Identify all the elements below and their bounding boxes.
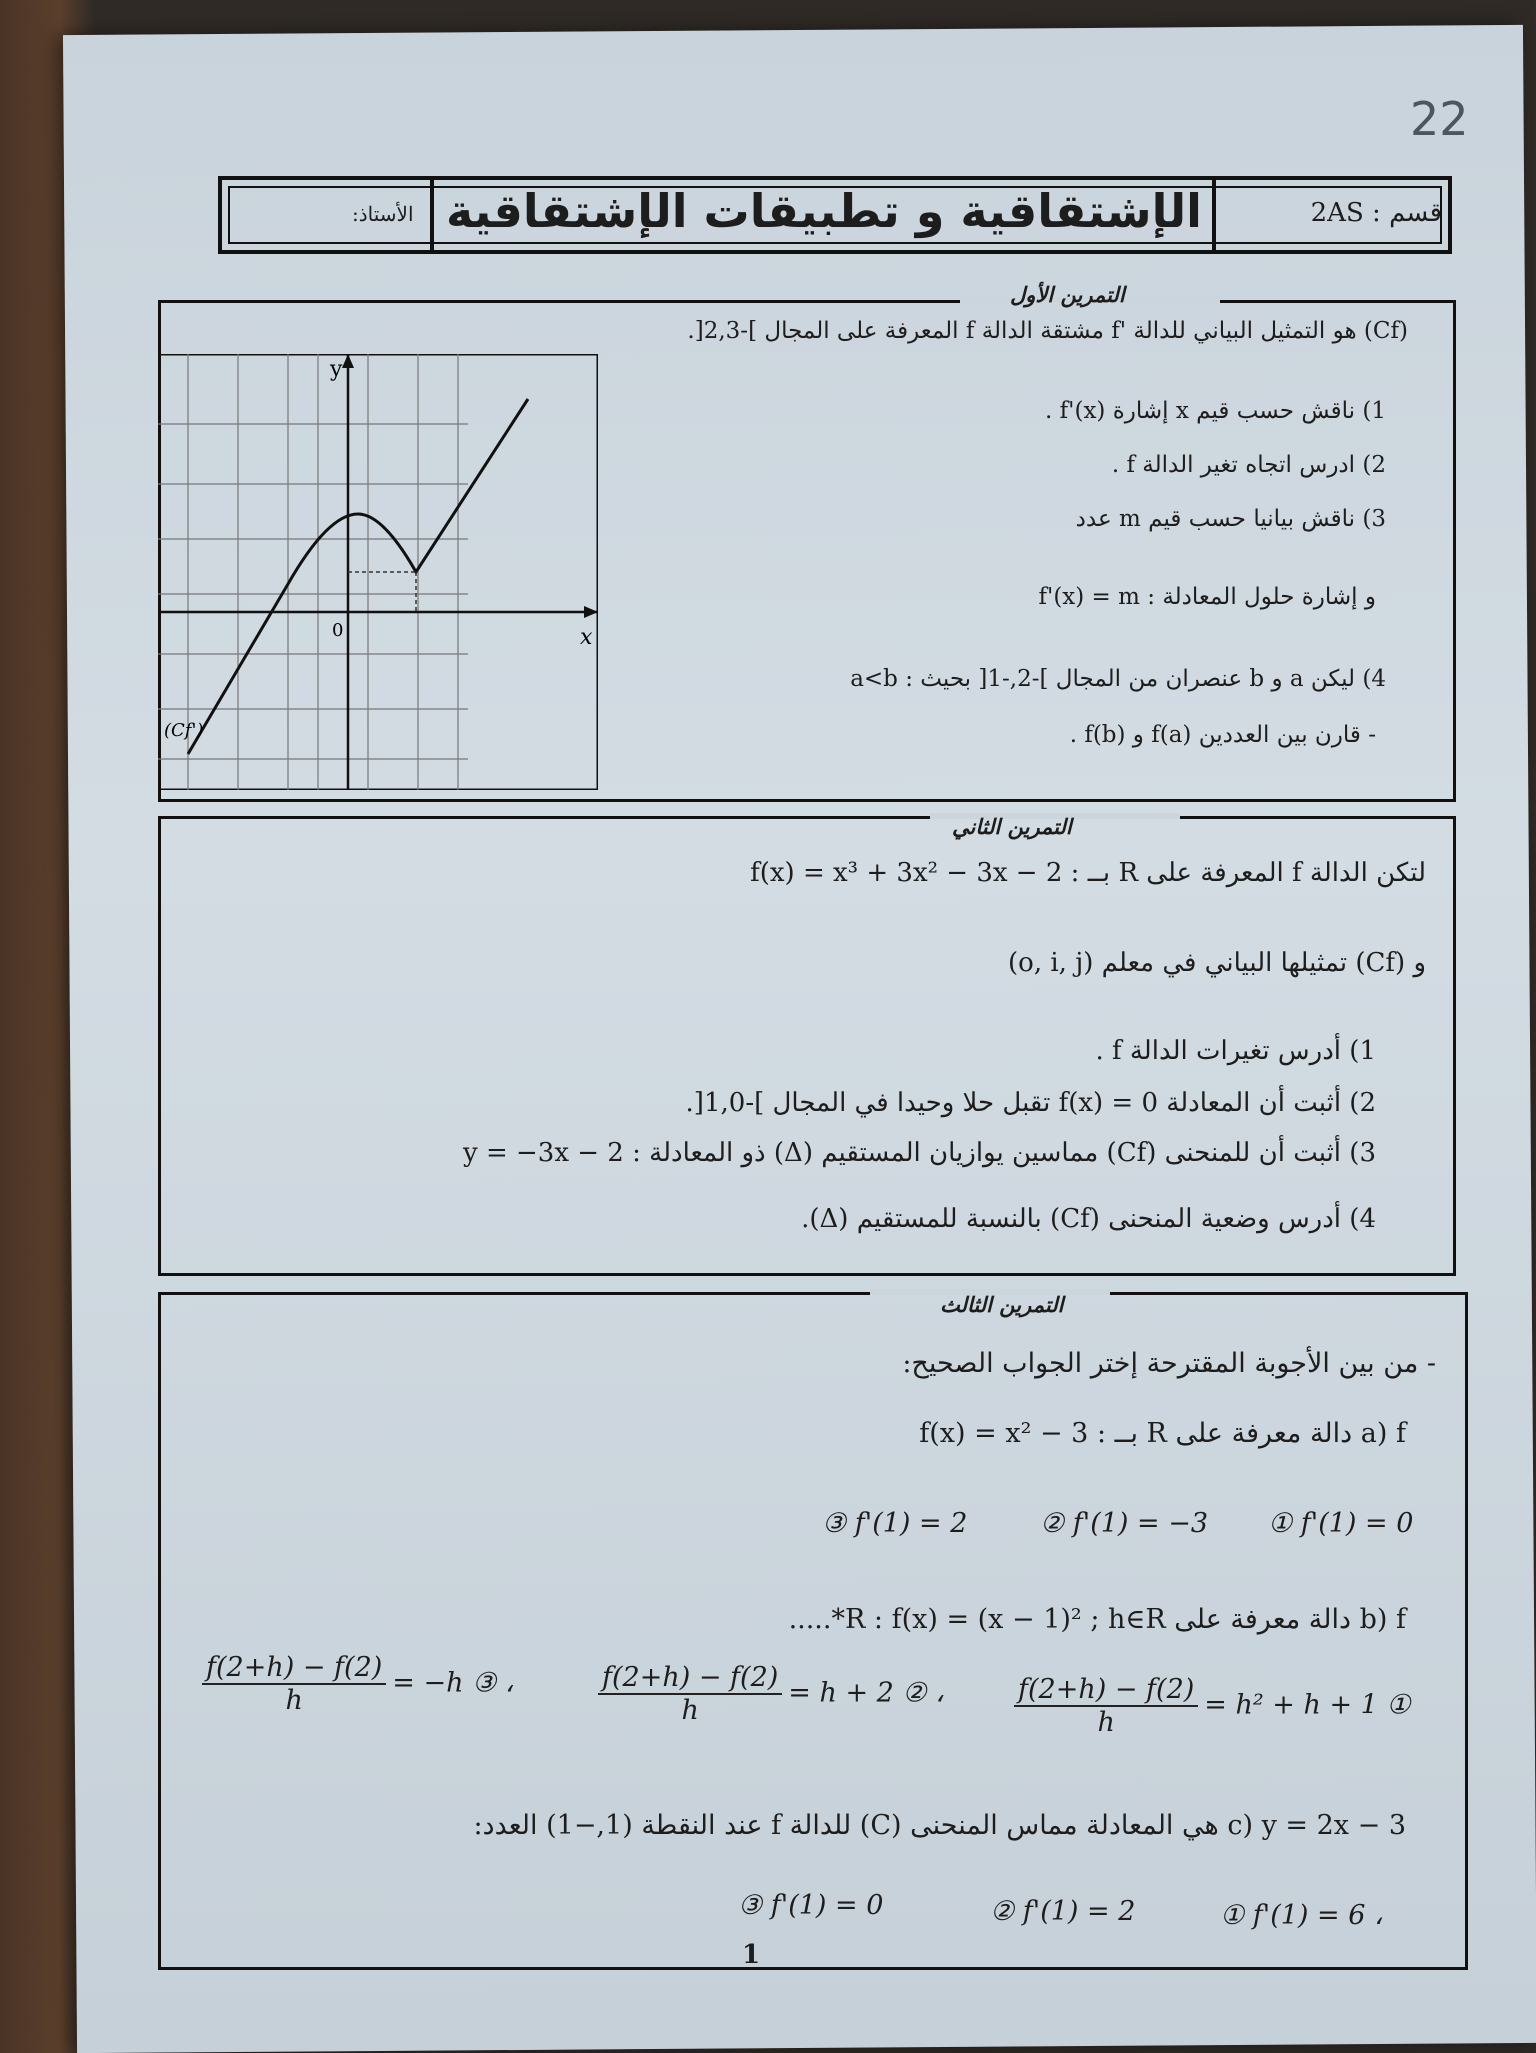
exercise-3-b-stem: b) f دالة معرفة على R : f(x) = (x − 1)² ; h∈R*..... <box>788 1604 1406 1635</box>
difference-quotient <box>1014 1674 1198 1738</box>
header-box <box>218 176 1452 254</box>
exercise-3-c-option-1: ① f'(1) = 6 ، <box>1220 1900 1383 1931</box>
exercise-3-b-option-3 <box>196 1652 514 1716</box>
class-label: قسم : 2AS <box>1310 198 1442 228</box>
exercise-2-q3: 3) أثبت أن للمنحنى (Cf) مماسين يوازيان المستقيم (Δ) ذو المعادلة : y = −3x − 2 <box>463 1138 1376 1168</box>
fraction-denominator: h <box>681 1695 699 1726</box>
exercise-2-q1: 1) أدرس تغيرات الدالة f . <box>1095 1036 1376 1066</box>
fraction-numerator: f(2+h) − f(2) <box>598 1662 782 1695</box>
exercise-3-c-option-3: ③ f'(1) = 0 <box>738 1890 884 1921</box>
origin-label: 0 <box>332 620 344 641</box>
option-rhs: = h + 2 ② ، <box>788 1677 944 1709</box>
exercise-1-q1: 1) ناقش حسب قيم x إشارة f'(x) . <box>1045 398 1386 424</box>
option-rhs: = h² + h + 1 ① <box>1204 1689 1411 1721</box>
exercise-3-a-option-1: ① f'(1) = 0 <box>1268 1508 1414 1539</box>
exercise-2-title: التمرين الثاني <box>952 814 1072 839</box>
teacher-label: الأستاذ: <box>352 202 414 226</box>
exercise-3-c-option-2: ② f'(1) = 2 <box>990 1896 1136 1927</box>
curve-label: (Cf') <box>164 720 204 741</box>
exercise-3-a-option-2: ② f'(1) = −3 <box>1040 1508 1209 1539</box>
page-title: الإشتقاقية و تطبيقات الإشتقاقية <box>446 184 1202 238</box>
exercise-1-q4: 4) ليكن a و b عنصران من المجال ]-2,-1[ بحيث : a<b <box>850 666 1386 692</box>
fraction-numerator: f(2+h) − f(2) <box>1014 1674 1198 1707</box>
exercise-3-a-stem: a) f دالة معرفة على R بــ : f(x) = x² − 3 <box>919 1418 1406 1449</box>
exercise-1-intro: (Cf) هو التمثيل البياني للدالة 'f مشتقة الدالة f المعرفة على المجال ]-2,3[. <box>687 318 1408 344</box>
exercise-3-a-option-3: ③ f'(1) = 2 <box>822 1508 968 1539</box>
page-number: 1 <box>742 1940 761 1970</box>
exercise-2-q2: 2) أثبت أن المعادلة f(x) = 0 تقبل حلا وحيدا في المجال ]-1,0[. <box>685 1088 1376 1118</box>
option-rhs: = −h ③ ، <box>392 1667 514 1699</box>
fraction-denominator: h <box>1097 1707 1115 1738</box>
exercise-2-q4: 4) أدرس وضعية المنحنى (Cf) بالنسبة للمستقيم (Δ). <box>801 1204 1376 1234</box>
derivative-graph <box>158 354 598 790</box>
header-divider <box>430 180 434 250</box>
y-axis-label: y <box>330 357 343 382</box>
exercise-2-intro: لتكن الدالة f المعرفة على R بــ : f(x) = x³ + 3x² − 3x − 2 <box>750 858 1426 888</box>
page-mark: 22 <box>1410 92 1469 146</box>
x-axis-arrow <box>584 606 598 618</box>
fraction-numerator: f(2+h) − f(2) <box>202 1652 386 1685</box>
exercise-1-q2: 2) ادرس اتجاه تغير الدالة f . <box>1111 452 1386 478</box>
exercise-1-title: التمرين الأول <box>1010 282 1125 307</box>
exercise-1-q4b: - قارن بين العددين f(a) و f(b) . <box>1069 722 1376 748</box>
difference-quotient <box>202 1652 386 1716</box>
derivative-curve <box>188 399 528 754</box>
exercise-3-b-option-1 <box>1008 1674 1411 1738</box>
exercise-3-intro: - من بين الأجوبة المقترحة إختر الجواب الصحيح: <box>902 1348 1436 1379</box>
exercise-3-c-stem: c) y = 2x − 3 هي المعادلة مماس المنحنى (C) للدالة f عند النقطة (1,−1) العدد: <box>473 1810 1406 1841</box>
exercise-3-b-option-2 <box>592 1662 944 1726</box>
exercise-1-q3b: و إشارة حلول المعادلة : f'(x) = m <box>1038 584 1376 610</box>
exercise-3-title: التمرين الثالث <box>940 1292 1064 1317</box>
exercise-2-intro2: و (Cf) تمثيلها البياني في معلم (o, i, j) <box>1008 948 1426 978</box>
header-divider <box>1212 180 1216 250</box>
difference-quotient <box>598 1662 782 1726</box>
x-axis-label: x <box>580 625 593 650</box>
fraction-denominator: h <box>285 1685 303 1716</box>
y-axis-arrow <box>342 354 354 368</box>
exercise-1-q3: 3) ناقش بيانيا حسب قيم m عدد <box>1075 506 1386 532</box>
